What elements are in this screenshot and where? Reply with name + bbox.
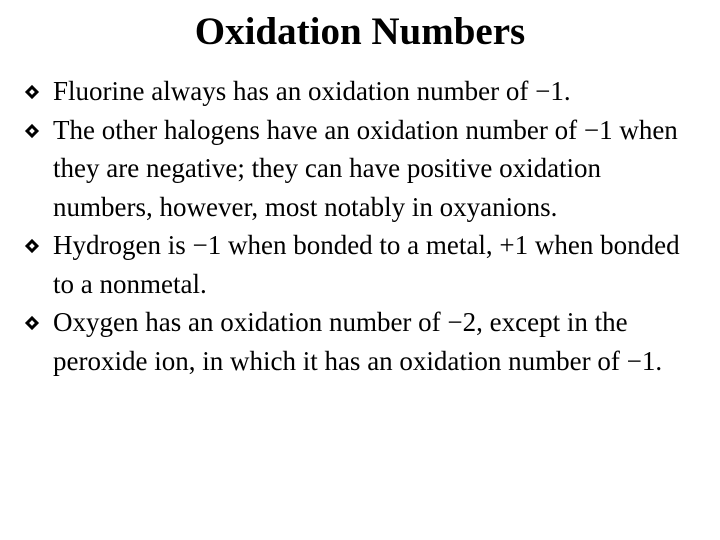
bullet-text: The other halogens have an oxidation number of −1 when they are negative; they can have positive oxidation numbers, however, most notably in oxyanions. <box>53 114 678 222</box>
slide-title: Oxidation Numbers <box>194 10 526 53</box>
bullet-text: Hydrogen is −1 when bonded to a metal, +1 when bonded to a nonmetal. <box>53 230 680 299</box>
square-bullet-icon <box>22 303 42 342</box>
bullet-item-fluorine <box>22 72 702 111</box>
square-bullet-icon <box>22 111 42 150</box>
square-bullet-icon <box>22 72 42 111</box>
bullet-item-oxygen <box>22 303 702 380</box>
bullet-item-halogens <box>22 111 702 227</box>
bullet-text: Fluorine always has an oxidation number of −1. <box>53 76 571 106</box>
bullet-item-hydrogen <box>22 226 702 303</box>
bullet-list <box>22 72 702 380</box>
bullet-text: Oxygen has an oxidation number of −2, except in the peroxide ion, in which it has an oxidation number of −1. <box>53 307 663 376</box>
square-bullet-icon <box>22 226 42 265</box>
